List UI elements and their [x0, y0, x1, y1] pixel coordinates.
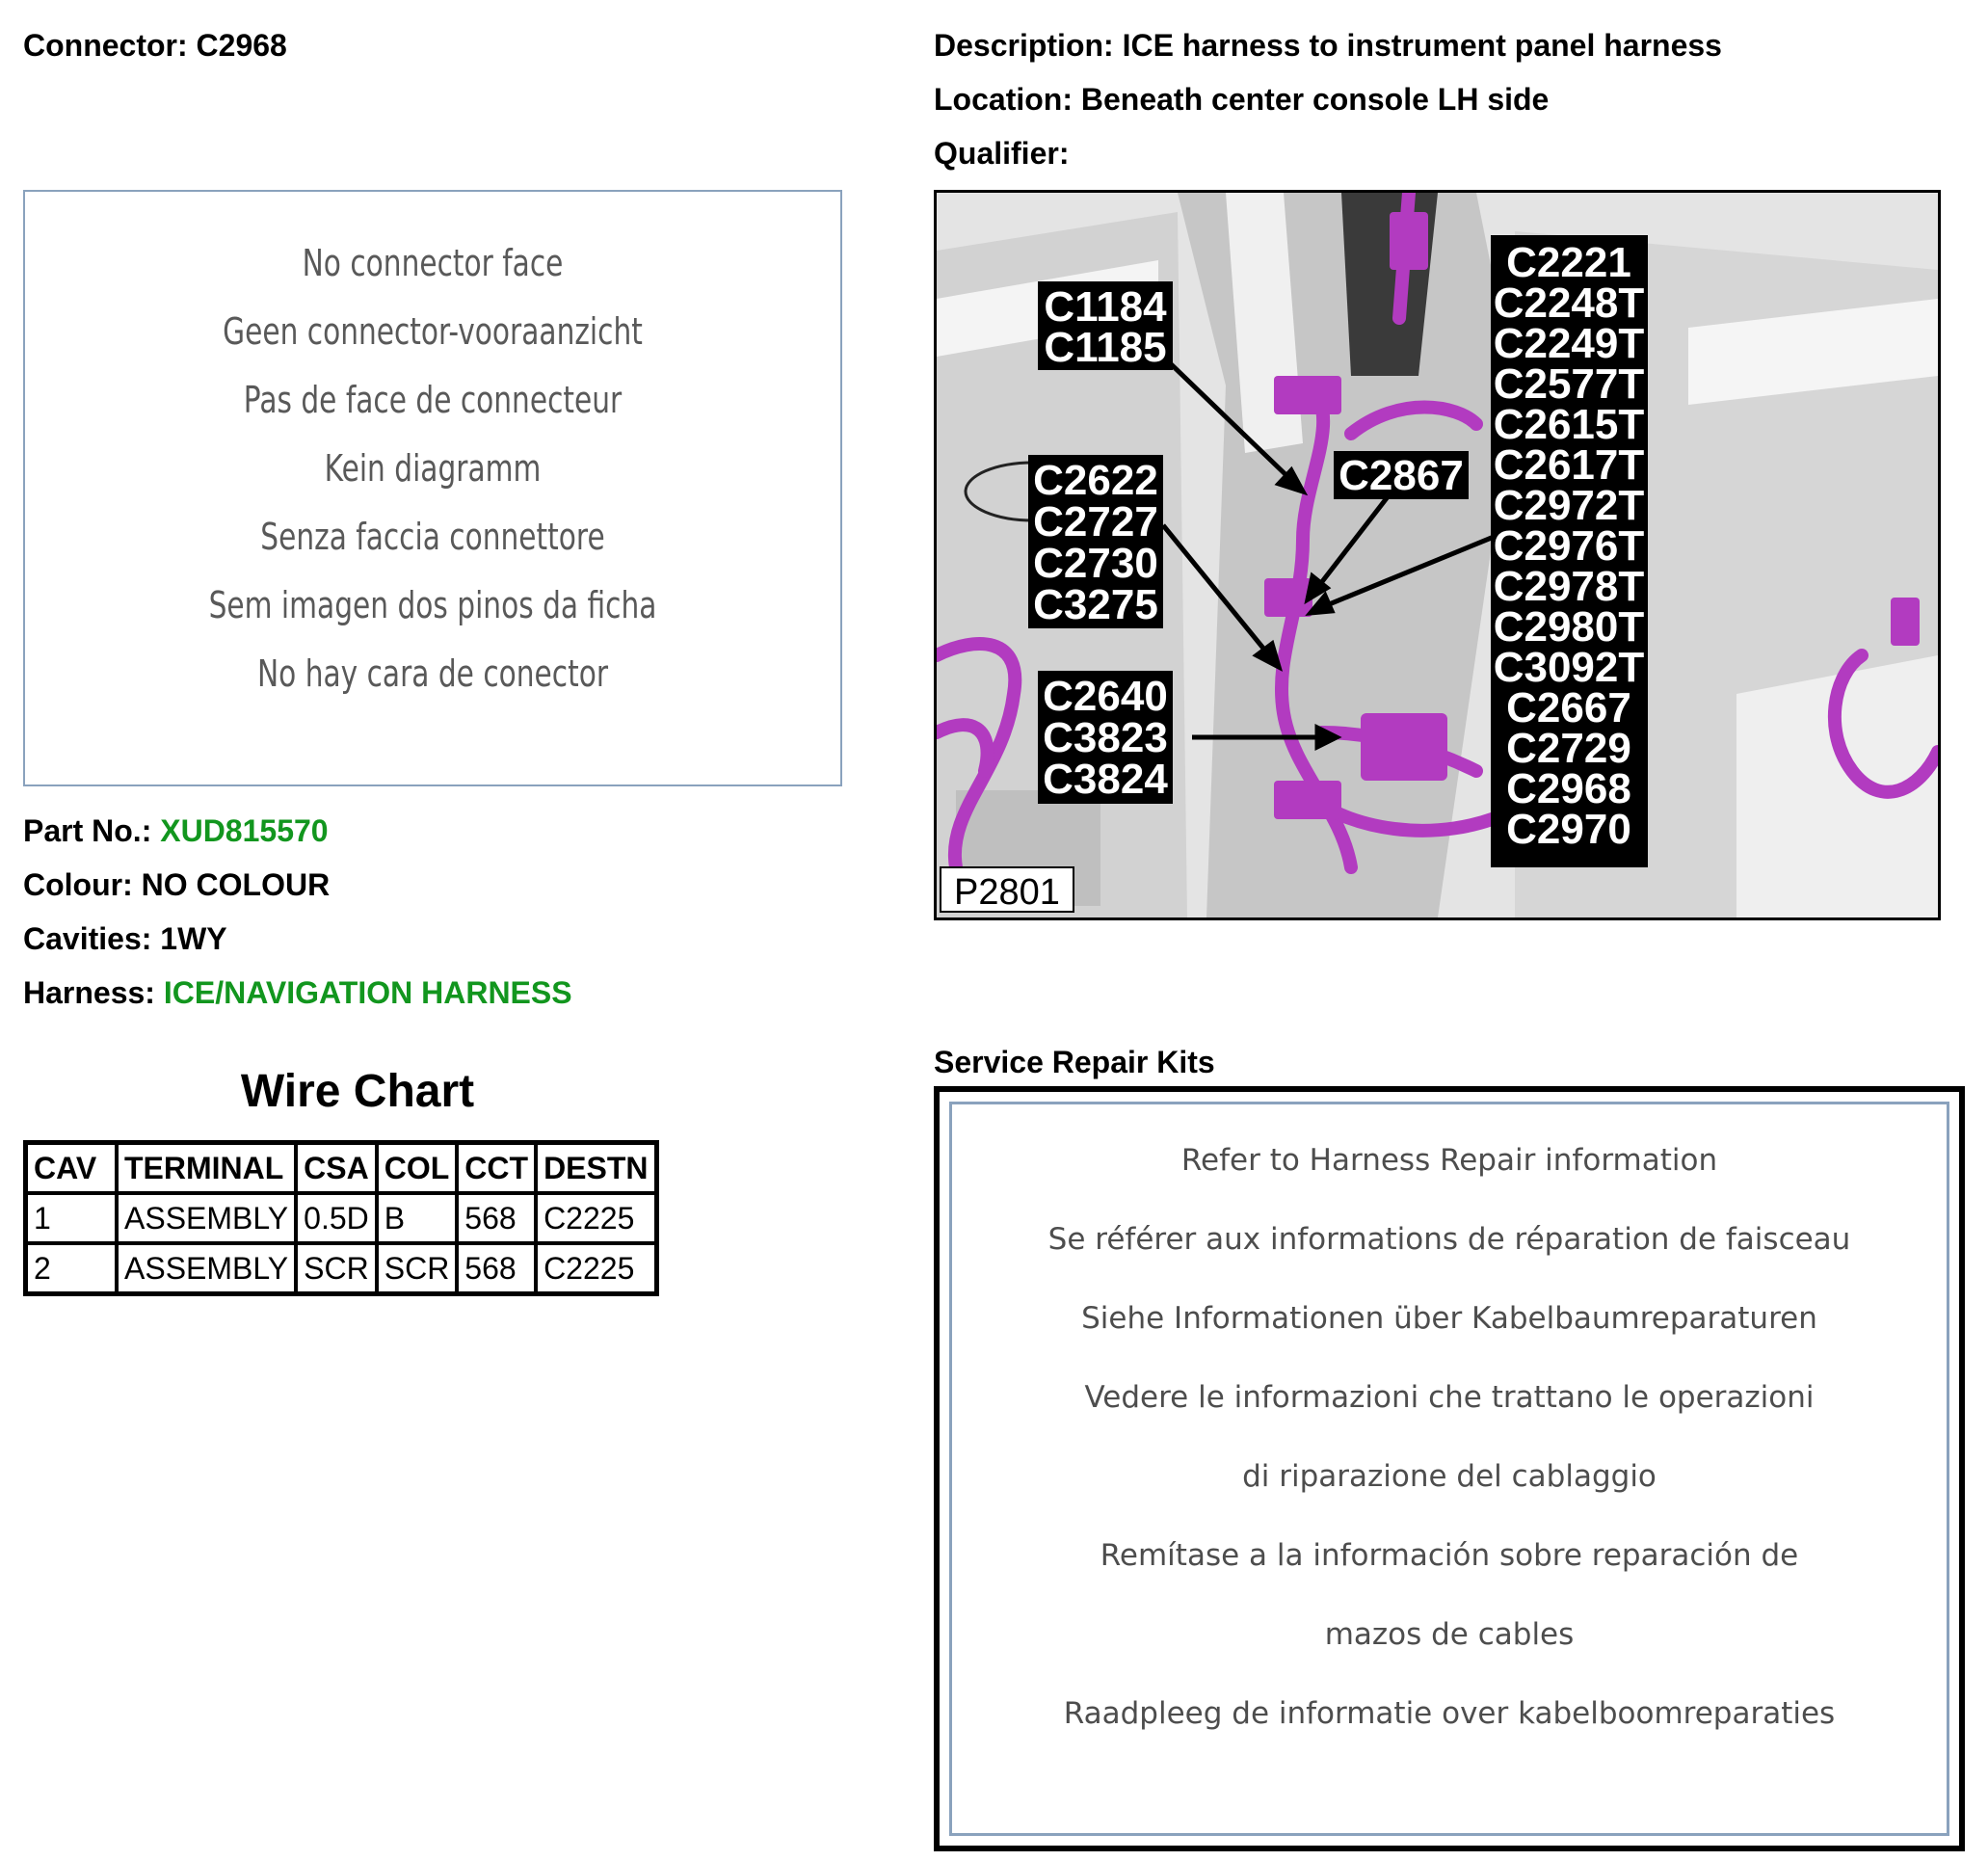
cell-col: SCR: [377, 1243, 458, 1294]
connector-face-line: Pas de face de connecteur: [243, 379, 623, 421]
callout-label: C2248T: [1493, 279, 1645, 327]
repair-kits-inner: [949, 1102, 1949, 1836]
connector-field: [23, 27, 287, 64]
harness-field: [23, 974, 572, 1011]
location-label: Location:: [934, 82, 1073, 117]
connector-face-line: No hay cara de conector: [256, 652, 609, 695]
cavities-field: [23, 920, 227, 957]
repair-kits-line: Refer to Harness Repair information: [1180, 1143, 1718, 1178]
connector-face-line: Geen connector-vooraanzicht: [223, 310, 643, 353]
callout-label: C2577T: [1493, 360, 1645, 408]
connector-label: Connector:: [23, 28, 188, 63]
repair-kits-line: Siehe Informationen über Kabelbaumreparaturen: [1081, 1301, 1817, 1336]
repair-kits-line: Vedere le informazioni che trattano le operazioni: [1084, 1380, 1815, 1415]
callout-label: C3823: [1043, 714, 1168, 761]
part-no-label: Part No.:: [23, 813, 152, 848]
callout-label: C2617T: [1493, 441, 1645, 489]
callout-label: C2972T: [1493, 482, 1645, 529]
cell-csa: SCR: [296, 1243, 377, 1294]
harness-link[interactable]: ICE/NAVIGATION HARNESS: [163, 975, 572, 1010]
callout-label: C3092T: [1493, 644, 1645, 691]
callout-label: C1185: [1044, 324, 1167, 371]
cell-cct: 568: [457, 1243, 536, 1294]
colour-label: Colour:: [23, 867, 133, 902]
callout-label: C2970: [1506, 806, 1631, 853]
cell-col: B: [377, 1193, 458, 1243]
column-header-col: COL: [377, 1143, 458, 1194]
cell-terminal: ASSEMBLY: [117, 1193, 296, 1243]
part-no-field: [23, 812, 329, 849]
table-row: [26, 1243, 657, 1294]
colour-value: NO COLOUR: [141, 867, 331, 902]
column-header-destn: DESTN: [536, 1143, 656, 1194]
part-no-link[interactable]: XUD815570: [160, 813, 329, 848]
callout-label: C2968: [1506, 765, 1631, 812]
repair-kits-title: Service Repair Kits: [934, 1045, 1215, 1079]
repair-kits-line: di riparazione del cablaggio: [1242, 1459, 1657, 1494]
repair-kits-panel: [934, 1086, 1965, 1851]
callout-label: C2249T: [1493, 320, 1645, 367]
table-header-row: [26, 1143, 657, 1194]
callout-label: C2640: [1043, 673, 1168, 720]
wire-chart-table: [23, 1140, 659, 1296]
cell-cav: 2: [26, 1243, 118, 1294]
connector-face-line: Sem imagen dos pinos da ficha: [208, 584, 657, 626]
callout-label: C2980T: [1493, 603, 1645, 651]
description-field: [934, 27, 1722, 64]
callout-label: C2978T: [1493, 563, 1645, 610]
callout-label: C2667: [1506, 684, 1631, 731]
qualifier-field: [934, 135, 1069, 172]
colour-field: [23, 866, 330, 903]
location-illustration: [937, 193, 1938, 917]
callout-label: C2976T: [1493, 522, 1645, 570]
description-label: Description:: [934, 28, 1114, 63]
callout-label: C1184: [1044, 283, 1167, 331]
cavities-label: Cavities:: [23, 921, 152, 956]
cell-csa: 0.5D: [296, 1193, 377, 1243]
cell-destn[interactable]: C2225: [536, 1243, 656, 1294]
description-value: ICE harness to instrument panel harness: [1122, 28, 1722, 63]
table-row: [26, 1193, 657, 1243]
connector-value: C2968: [196, 28, 287, 63]
harness-label: Harness:: [23, 975, 155, 1010]
repair-kits-line: Remítase a la información sobre reparación de: [1100, 1538, 1799, 1573]
location-value: Beneath center console LH side: [1080, 82, 1550, 117]
column-header-cav: CAV: [26, 1143, 118, 1194]
qualifier-label: Qualifier:: [934, 136, 1070, 171]
column-header-cct: CCT: [457, 1143, 536, 1194]
connector-face-panel: [23, 190, 842, 786]
callout-label: C3824: [1043, 756, 1168, 803]
repair-kits-line: Raadpleeg de informatie over kabelboomreparaties: [1063, 1696, 1836, 1731]
location-field: [934, 81, 1549, 118]
connector-face-line: No connector face: [302, 242, 564, 284]
cell-destn[interactable]: C2225: [536, 1193, 656, 1243]
callout-label: C2729: [1506, 725, 1631, 772]
connector-location-image: [934, 190, 1941, 920]
connector-face-line: Senza faccia connettore: [260, 516, 605, 558]
cell-cct: 568: [457, 1193, 536, 1243]
cell-terminal: ASSEMBLY: [117, 1243, 296, 1294]
wire-chart-title: Wire Chart: [240, 1066, 475, 1117]
figure-id: P2801: [954, 872, 1060, 913]
callout-label: C2622: [1033, 457, 1158, 504]
callout-list-right: [1494, 239, 1645, 853]
callout-label: C2727: [1033, 498, 1158, 545]
repair-kits-line: mazos de cables: [1324, 1617, 1575, 1652]
callout-label: C2867: [1339, 452, 1464, 499]
connector-face-line: Kein diagramm: [324, 447, 542, 490]
column-header-terminal: TERMINAL: [117, 1143, 296, 1194]
callout-label: C2221: [1506, 239, 1631, 286]
cell-cav: 1: [26, 1193, 118, 1243]
repair-kits-line: Se référer aux informations de réparation de faisceau: [1047, 1222, 1851, 1257]
column-header-csa: CSA: [296, 1143, 377, 1194]
callout-label: C3275: [1033, 581, 1158, 628]
cavities-value: 1WY: [160, 921, 227, 956]
callout-label: C2615T: [1493, 401, 1645, 448]
callout-label: C2730: [1033, 540, 1158, 587]
